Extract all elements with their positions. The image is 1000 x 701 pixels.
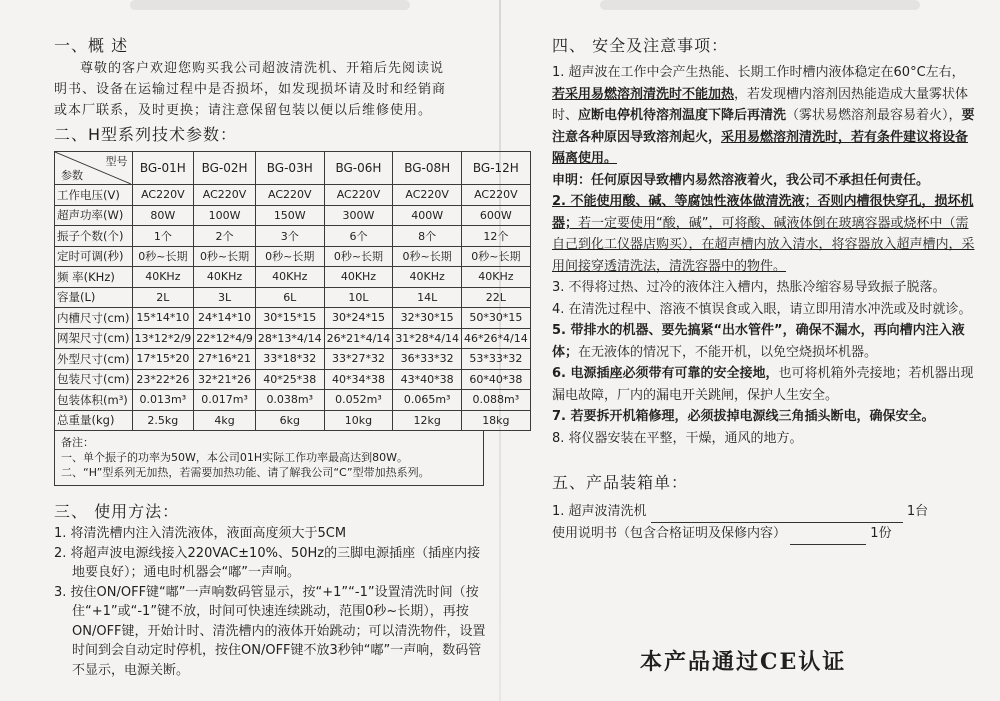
spec-rows	[55, 185, 531, 431]
safety-text: 1. 超声波在工作中会产生热能、长期工作时槽内液体稳定在60°C左右，	[552, 65, 965, 80]
spec-row-label: 工作电压(V)	[55, 185, 133, 206]
safety-item-5	[552, 320, 976, 363]
note-line: 二、“H”型系列无加热，若需要加热功能、请了解我公司“C”型带加热系列。	[61, 466, 430, 479]
spec-cell: 3L	[194, 287, 256, 308]
spec-cell: 0秒~长期	[324, 246, 393, 267]
spec-row	[55, 410, 531, 431]
spec-cell: 14L	[393, 287, 462, 308]
spec-cell: AC220V	[462, 185, 531, 206]
corner-param-label: 参数	[61, 169, 83, 182]
model-header: BG-02H	[194, 152, 256, 185]
spec-row-label: 网架尺寸(cm)	[55, 328, 133, 349]
spec-row	[55, 369, 531, 390]
packing-item-qty: 1份	[870, 526, 892, 541]
safety-text: 也可将机箱外壳接地；若机器出现漏电故障，厂内的漏电开关跳闸，保护人生安全。	[552, 366, 974, 403]
spec-cell: 40KHz	[462, 267, 531, 288]
safety-item-7: 7. 若要拆开机箱修理，必须拔掉电源线三角插头断电，确保安全。	[552, 409, 935, 424]
packing-item-qty: 1台	[906, 504, 929, 519]
safety-emphasis: 采用易燃溶剂清洗时，若有条件建议将设备隔离使用。	[552, 129, 969, 166]
safety-emphasis: 5. 带排水的机器、要先搞紧“出水管件”，确保不漏水，再向槽内注入液体；	[552, 323, 965, 360]
safety-emphasis: 应断电停机待溶剂温度下降后再清洗	[578, 108, 787, 123]
spec-cell: 27*16*21	[194, 349, 256, 370]
safety-emphasis: 若采用易燃溶剂清洗时不能加热	[552, 86, 735, 102]
safety-item-1	[552, 62, 976, 170]
spec-row-label: 振子个数(个)	[55, 226, 133, 247]
spec-cell: 100W	[194, 205, 256, 226]
spec-row	[55, 226, 531, 247]
packing-list	[552, 501, 976, 545]
model-header: BG-03H	[255, 152, 324, 185]
safety-text: 在无液体的情况下，不能开机，以免空烧损坏机器。	[578, 344, 878, 360]
spec-cell: 10kg	[324, 410, 393, 431]
spec-cell: 3个	[255, 226, 324, 247]
spec-cell: 0.038m³	[255, 390, 324, 411]
safety-emphasis: 2. 不能使用酸、碱、等腐蚀性液体做清洗液；否则内槽很快穿孔，损坏机器；	[552, 194, 974, 231]
ce-certification-mark: 本产品通过CE认证	[640, 649, 847, 675]
spec-cell: 300W	[324, 205, 393, 226]
spec-cell: 30*15*15	[255, 308, 324, 329]
spec-cell: 33*18*32	[255, 349, 324, 370]
packing-item-name: 1. 超声波清洗机	[552, 504, 647, 519]
model-header: BG-01H	[132, 152, 194, 185]
safety-text: 若一定要使用“酸，碱”，可将酸、碱液体倒在玻璃容器或烧杯中（需自己到化工仪器店购买），在超声槽内放入清水，将容器放入超声槽内，采用间接穿透清洗法，清洗容器中的物件。	[552, 215, 975, 274]
safety-item-4: 4. 在清洗过程中、溶液不慎误食或入眼，请立即用清水冲洗或及时就诊。	[552, 301, 972, 317]
note-line: 备注：	[61, 436, 94, 449]
spec-cell: 22L	[462, 287, 531, 308]
usage-item: 3. 按住ON/OFF键“嘟”一声响数码管显示，按“+1”“-1”设置清洗时间（按住“+1”或“-1”键不放，时间可快速连续跳动，范围0秒~长期），再按ON/OFF键，开始计时、清洗槽内的液体开始跳动；可以清洗物件，设置时间到会自动定时停机，按住ON/OFF键不放3秒钟“嘟”一声响，数码管不显示，电源关断。	[54, 584, 486, 678]
usage-item: 1. 将清洗槽内注入清洗液体，液面高度须大于5CM	[54, 526, 347, 541]
spec-cell: 60*40*38	[462, 369, 531, 390]
spec-cell: 2L	[132, 287, 194, 308]
spec-cell: 4kg	[194, 410, 256, 431]
note-line: 一、单个振子的功率为50W，本公司01H实际工作功率最高达到80W。	[61, 451, 409, 464]
spec-cell: 0秒~长期	[132, 246, 194, 267]
spec-cell: 40KHz	[255, 267, 324, 288]
fill-line	[790, 530, 866, 545]
spec-cell: 43*40*38	[393, 369, 462, 390]
spec-cell: 24*14*10	[194, 308, 256, 329]
spec-row-label: 包装体积(m³)	[55, 390, 133, 411]
spec-row	[55, 308, 531, 329]
safety-item-3: 3. 不得将过热、过冷的液体注入槽内，热胀冷缩容易导致振子脱落。	[552, 280, 946, 295]
spec-cell: 23*22*26	[132, 369, 194, 390]
overview-line: 尊敬的客户欢迎您购买我公司超波清洗机、开箱后先阅读说	[80, 61, 445, 76]
spec-cell: 28*13*4/14	[255, 328, 324, 349]
safety-heading: 四、 安全及注意事项：	[552, 36, 729, 55]
spec-row	[55, 349, 531, 370]
spec-cell: AC220V	[393, 185, 462, 206]
packing-item	[552, 501, 976, 523]
spec-cell: 0.065m³	[393, 390, 462, 411]
overview-line: 明书、设备在运输过程中是否损坏，如发现损坏请及时和经销商	[54, 82, 447, 97]
spec-cell: 6kg	[255, 410, 324, 431]
model-header: BG-08H	[393, 152, 462, 185]
spec-cell: 2个	[194, 226, 256, 247]
spec-cell: 0.013m³	[132, 390, 194, 411]
spec-row-label: 包装尺寸(cm)	[55, 369, 133, 390]
spec-cell: 80W	[132, 205, 194, 226]
spec-cell: 0秒~长期	[393, 246, 462, 267]
spec-cell: 17*15*20	[132, 349, 194, 370]
spec-cell: 46*26*4/14	[462, 328, 531, 349]
safety-text: ，若发现槽内溶剂因热能造成大量雾状体时、	[552, 86, 969, 123]
spec-cell: 40KHz	[132, 267, 194, 288]
safety-list	[552, 62, 976, 449]
spec-cell: 40KHz	[393, 267, 462, 288]
spec-cell: 0.052m³	[324, 390, 393, 411]
packing-heading: 五、产品装箱单：	[552, 473, 689, 492]
spec-cell: 6L	[255, 287, 324, 308]
overview-heading: 一、概 述	[54, 36, 129, 55]
model-header: BG-06H	[324, 152, 393, 185]
spec-row	[55, 328, 531, 349]
spec-cell: 40KHz	[194, 267, 256, 288]
spec-cell: 53*33*32	[462, 349, 531, 370]
spec-row-label: 超声功率(W)	[55, 205, 133, 226]
spec-row	[55, 267, 531, 288]
spec-cell: 31*28*4/14	[393, 328, 462, 349]
spec-row-label: 容量(L)	[55, 287, 133, 308]
spec-cell: AC220V	[132, 185, 194, 206]
spec-row	[55, 390, 531, 411]
spec-cell: 40*34*38	[324, 369, 393, 390]
spec-row-label: 定时可调(秒)	[55, 246, 133, 267]
spec-table-corner	[55, 152, 133, 185]
spec-cell: 32*21*26	[194, 369, 256, 390]
spec-cell: 8个	[393, 226, 462, 247]
spec-cell: 600W	[462, 205, 531, 226]
spec-cell: 10L	[324, 287, 393, 308]
spec-cell: 40KHz	[324, 267, 393, 288]
packing-item-name: 使用说明书（包含合格证明及保修内容）	[552, 526, 787, 541]
spec-cell: 12kg	[393, 410, 462, 431]
spec-row	[55, 246, 531, 267]
spec-row-label: 频 率(KHz)	[55, 267, 133, 288]
right-page	[500, 0, 1000, 701]
safety-statement: 申明：任何原因导致槽内易然溶液着火，我公司不承担任何责任。	[552, 172, 930, 188]
spec-cell: 2.5kg	[132, 410, 194, 431]
safety-item-6	[552, 363, 976, 406]
spec-row	[55, 185, 531, 206]
spec-cell: AC220V	[255, 185, 324, 206]
overview-line: 或本厂联系，及时更换；请注意保留包装以便以后维修使用。	[54, 103, 433, 118]
usage-list	[54, 524, 486, 680]
spec-cell: 0秒~长期	[194, 246, 256, 267]
spec-cell: 0秒~长期	[255, 246, 324, 267]
fill-line	[651, 508, 903, 523]
spec-notes	[54, 431, 484, 486]
spec-cell: 26*21*4/14	[324, 328, 393, 349]
spec-row-label: 总重量(kg)	[55, 410, 133, 431]
spec-row-label: 外型尺寸(cm)	[55, 349, 133, 370]
spec-cell: 18kg	[462, 410, 531, 431]
spec-cell: AC220V	[194, 185, 256, 206]
packing-item	[552, 523, 976, 545]
spec-row-label: 内槽尺寸(cm)	[55, 308, 133, 329]
spec-cell: 15*14*10	[132, 308, 194, 329]
spec-cell: 1个	[132, 226, 194, 247]
spec-cell: 50*30*15	[462, 308, 531, 329]
spec-cell: 0秒~长期	[462, 246, 531, 267]
spec-row	[55, 205, 531, 226]
spec-cell: 6个	[324, 226, 393, 247]
spec-cell: 40*25*38	[255, 369, 324, 390]
spec-cell: 12个	[462, 226, 531, 247]
spec-cell: 30*24*15	[324, 308, 393, 329]
safety-emphasis: 6. 电源插座必须带有可靠的安全接地，	[552, 366, 779, 381]
spec-cell: 13*12*2/9	[132, 328, 194, 349]
model-header: BG-12H	[462, 152, 531, 185]
safety-emphasis: 要注意各种原因导致溶剂起火，	[552, 108, 975, 145]
usage-item: 2. 将超声波电源线接入220VAC±10%、50Hz的三脚电源插座（插座内接地要良好）；通电时机器会“嘟”一声响。	[54, 545, 481, 580]
spec-cell: 36*33*32	[393, 349, 462, 370]
safety-item-8: 8. 将仪器安装在平整，干燥，通风的地方。	[552, 430, 803, 446]
spec-cell: 33*27*32	[324, 349, 393, 370]
spec-row	[55, 287, 531, 308]
spec-cell: 32*30*15	[393, 308, 462, 329]
corner-model-label: 型号	[105, 155, 128, 168]
spec-cell: 0.017m³	[194, 390, 256, 411]
specs-heading: 二、H型系列技术参数：	[54, 125, 238, 144]
spec-table	[54, 151, 531, 431]
spec-cell: 22*12*4/9	[194, 328, 256, 349]
spec-cell: 150W	[255, 205, 324, 226]
safety-item-2	[552, 191, 976, 277]
spec-cell: AC220V	[324, 185, 393, 206]
spec-cell: 0.088m³	[462, 390, 531, 411]
spec-cell: 400W	[393, 205, 462, 226]
safety-text: （雾状易燃溶剂最容易着火），	[786, 108, 962, 123]
usage-heading: 三、 使用方法：	[54, 502, 180, 521]
